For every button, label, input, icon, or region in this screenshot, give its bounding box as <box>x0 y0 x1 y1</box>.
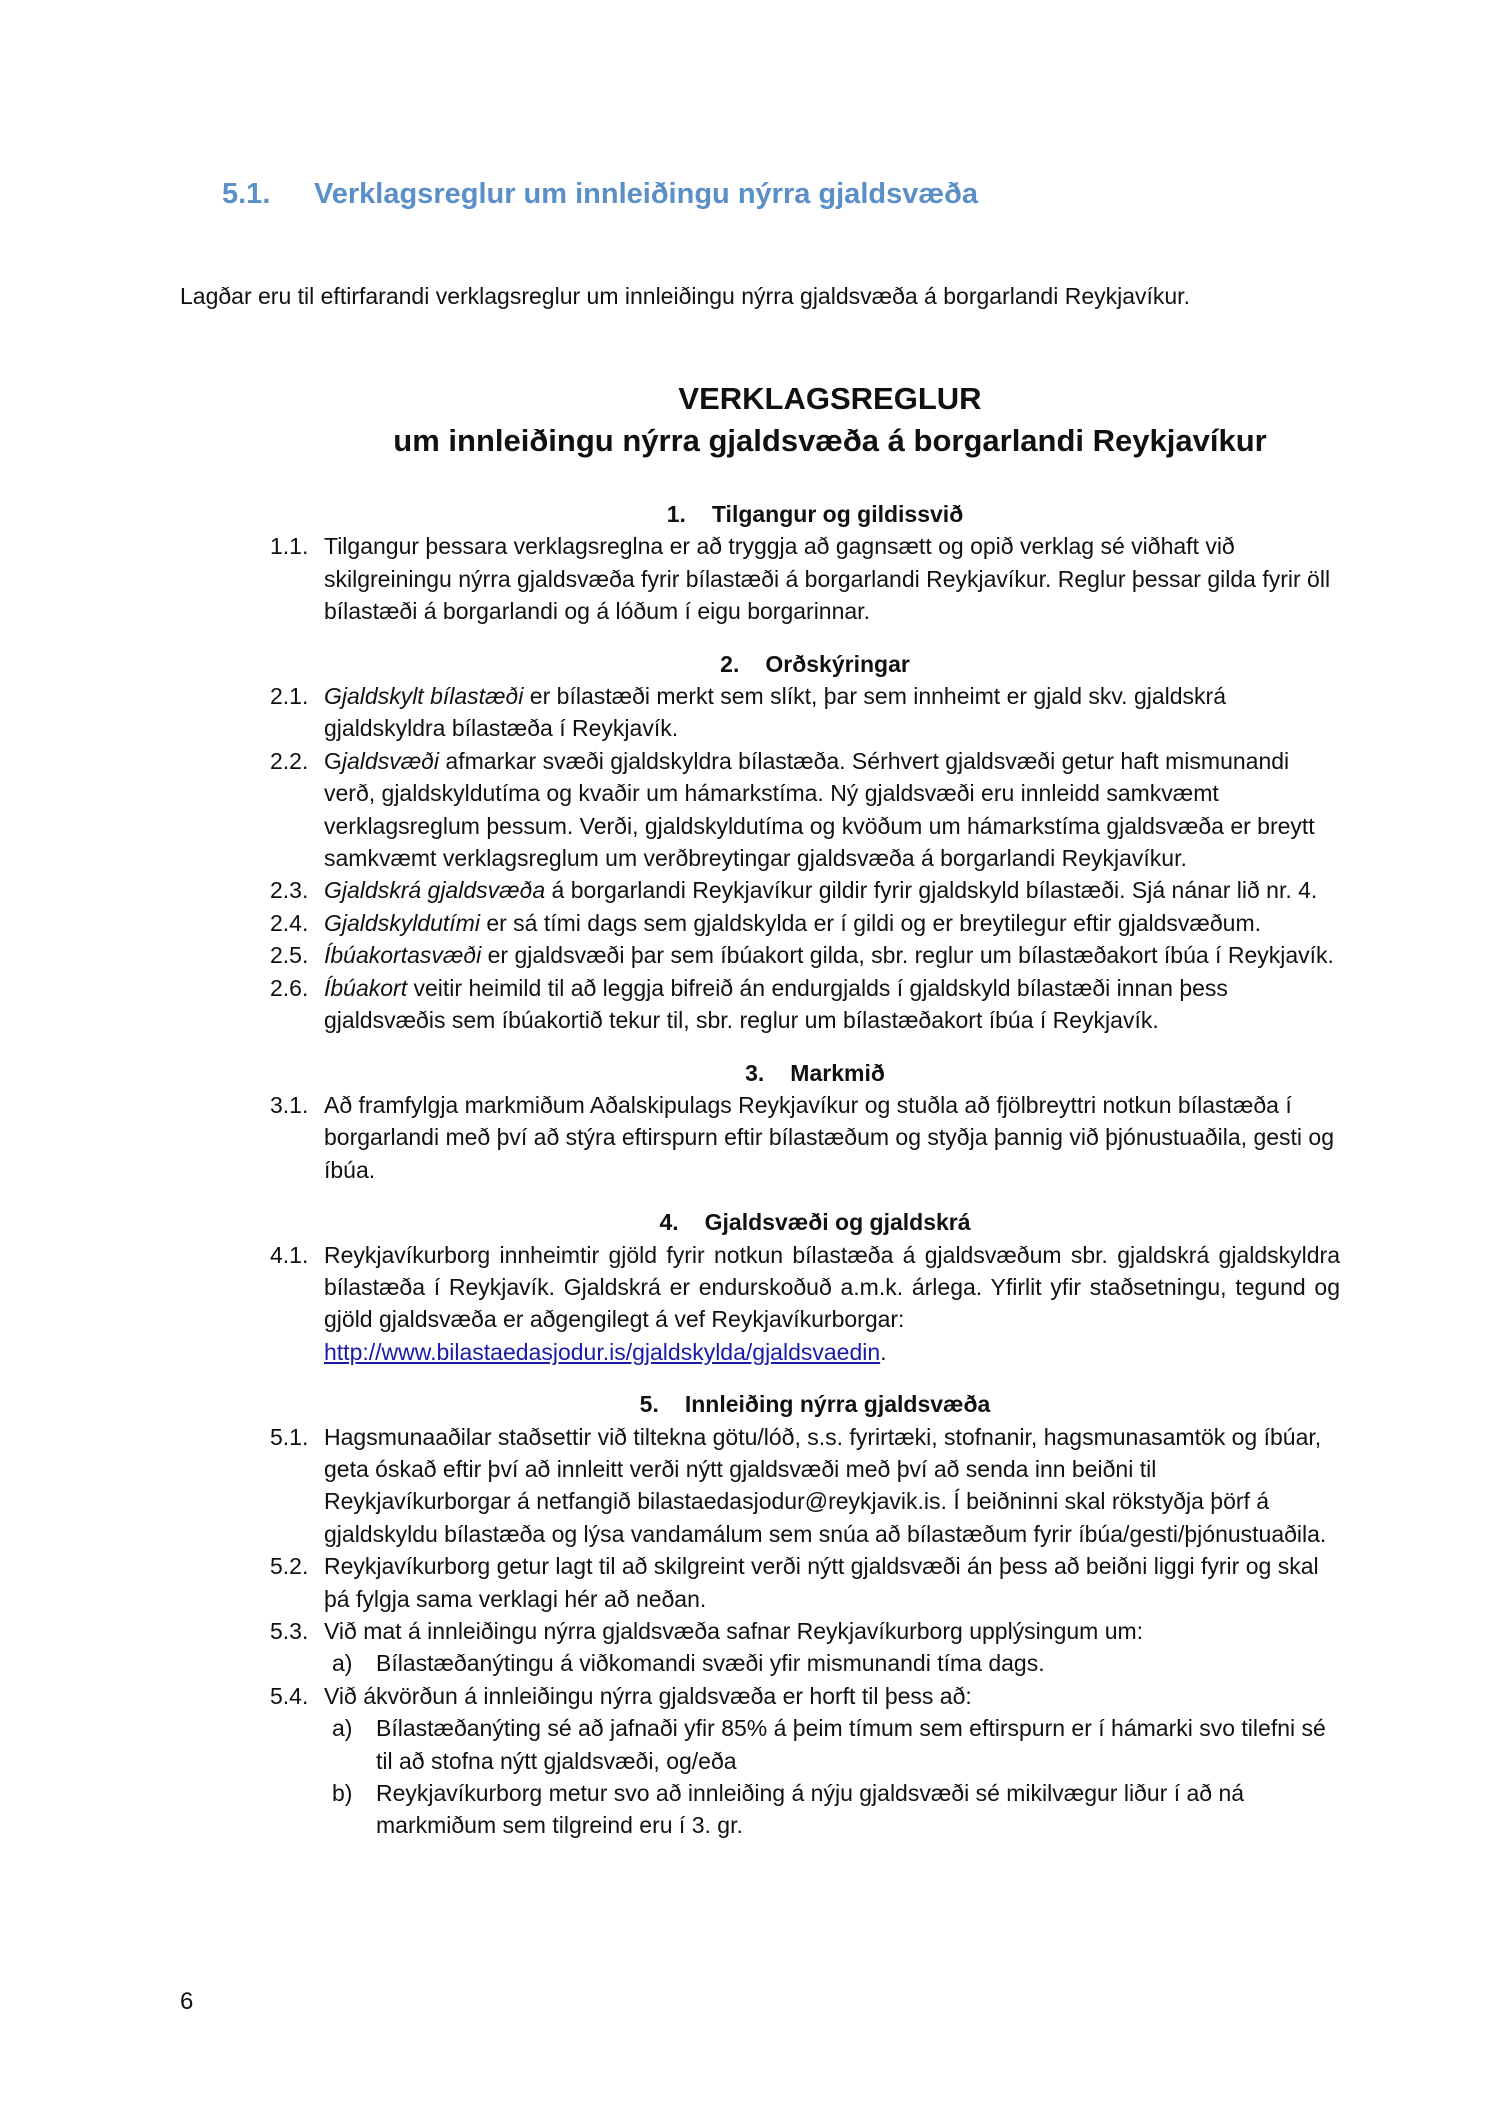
chapter-title: Innleiðing nýrra gjaldsvæða <box>684 1391 991 1418</box>
chapter-title: Orðskýringar <box>765 650 910 677</box>
defined-term: Gjaldskyldutími <box>324 909 480 936</box>
list-item <box>270 1239 1340 1369</box>
item-text <box>324 680 1340 745</box>
chapter-heading <box>270 648 1340 680</box>
chapter-number: 3. <box>745 1059 765 1086</box>
chapter-number: 1. <box>666 501 686 527</box>
defined-term-prefix: G <box>324 747 342 774</box>
chapter-5 <box>270 1388 1340 1842</box>
item-text: Hagsmunaaðilar staðsettir við tiltekna götu/lóð, s.s. fyrirtæki, stofnanir, hagsmunasamtök og íbúar, geta óskað eftir því að innleitt verði nýtt gjaldsvæði með því að senda inn beiðni til Reykjavíkurborgar á netfangið bilastaedasjodur@reykjavik.is. Í beiðninni skal rökstyðja þörf á gjaldskyldu bílastæða og lýsa vandamálum sem snúa að bílastæðum fyrir íbúa/gesti/þjónustuaðila. <box>324 1423 1327 1547</box>
chapter-number: 4. <box>659 1209 679 1236</box>
list-item <box>270 1615 1340 1647</box>
item-text <box>324 907 1340 939</box>
section-heading <box>222 178 978 211</box>
item-text <box>324 874 1340 906</box>
list-item <box>270 1421 1340 1551</box>
defined-term: Íbúakortasvæði <box>324 942 482 969</box>
item-number: 5.4. <box>270 1682 309 1709</box>
defined-term: Gjaldskrá gjaldsvæða <box>324 877 546 904</box>
item-text <box>324 1239 1340 1369</box>
document-subtitle: um innleiðingu nýrra gjaldsvæða á borgarlandi Reykjavíkur <box>393 423 1267 458</box>
item-text: Tilgangur þessara verklagsreglna er að tryggja að gagnsætt og opið verklag sé viðhaft við skilgreiningu nýrra gjaldsvæða fyrir bílastæði á borgarlandi Reykjavíkur. Reglur þessar gilda fyrir öll bílastæði á borgarlandi og á lóðum í eigu borgarinnar. <box>324 533 1331 625</box>
item-text <box>324 939 1340 971</box>
section-number: 5.1. <box>222 178 271 210</box>
chapter-heading <box>270 1057 1340 1089</box>
chapter-3 <box>270 1057 1340 1187</box>
item-text <box>324 745 1340 875</box>
chapter-4 <box>270 1206 1340 1368</box>
chapter-title: Gjaldsvæði og gjaldskrá <box>704 1209 971 1236</box>
chapter-heading <box>270 1206 1340 1238</box>
definition-text: á borgarlandi Reykjavíkur gildir fyrir gjaldskyld bílastæði. Sjá nánar lið nr. 4. <box>545 877 1318 904</box>
sub-item-text: Bílastæðanýtingu á viðkomandi svæði yfir mismunandi tíma dags. <box>376 1650 1045 1677</box>
item-number: 1.1. <box>270 533 309 560</box>
link-suffix: . <box>880 1338 887 1365</box>
item-text: Reykjavíkurborg getur lagt til að skilgreint verði nýtt gjaldsvæði án þess að beiðni liggi fyrir og skal þá fylgja sama verklagi hér að neðan. <box>324 1553 1319 1612</box>
sub-item-label: a) <box>332 1650 353 1677</box>
definition-text: er gjaldsvæði þar sem íbúakort gilda, sbr. reglur um bílastæðakort íbúa í Reykjavík. <box>481 942 1334 969</box>
item-number: 2.3. <box>270 877 309 904</box>
item-text: Við ákvörðun á innleiðingu nýrra gjaldsvæða er horft til þess að: <box>324 1682 972 1709</box>
defined-term: Gjaldskylt bílastæði <box>324 683 524 710</box>
chapter-2 <box>270 648 1340 1037</box>
item-text <box>324 972 1340 1037</box>
document-title: VERKLAGSREGLUR <box>678 381 982 416</box>
list-item <box>270 680 1340 745</box>
item-text: Að framfylgja markmiðum Aðalskipulags Reykjavíkur og stuðla að fjölbreyttri notkun bílastæða í borgarlandi með því að stýra eftirspurn eftir bílastæðum og styðja þannig við þjónustuaðila, gesti og íbúa. <box>324 1091 1335 1183</box>
definition-text: er bílastæði merkt sem slíkt, þar sem innheimt er gjald skv. gjaldskrá gjaldskyldra bílastæða í Reykjavík. <box>324 683 1227 742</box>
regulations-body <box>270 498 1340 1862</box>
defined-term: Íbúakort <box>324 974 408 1001</box>
page-number: 6 <box>180 1988 194 2015</box>
item-number: 5.2. <box>270 1553 309 1580</box>
list-item <box>270 530 1340 627</box>
definition-text: afmarkar svæði gjaldskyldra bílastæða. Sérhvert gjaldsvæði getur haft mismunandi verð, gjaldskyldutíma og kvaðir um hámarkstíma. Ný gjaldsvæði eru innleidd samkvæmt verklagsreglum þessum. Verði, gjaldskyldutíma og kvöðum um hámarkstíma gjaldsvæða er breytt samkvæmt verklagsreglum um verðbreytingar gjaldsvæða á borgarlandi Reykjavíkur. <box>324 747 1315 872</box>
item-number: 4.1. <box>270 1241 309 1268</box>
sub-item <box>332 1712 1340 1777</box>
chapter-title: Tilgangur og gildissvið <box>711 501 964 527</box>
list-item <box>270 972 1340 1037</box>
intro-paragraph: Lagðar eru til eftirfarandi verklagsreglur um innleiðingu nýrra gjaldsvæða á borgarlandi Reykjavíkur. <box>180 283 1190 309</box>
item-number: 5.1. <box>270 1423 309 1450</box>
list-item <box>270 745 1340 875</box>
definition-text: veitir heimild til að leggja bifreið án endurgjalds í gjaldskyld bílastæði innan þess gjaldsvæðis sem íbúakortið tekur til, sbr. reglur um bílastæðakort íbúa í Reykjavík. <box>324 974 1228 1034</box>
sub-item-text: Bílastæðanýting sé að jafnaði yfir 85% á þeim tímum sem eftirspurn er í hámarki svo tilefni sé til að stofna nýtt gjaldsvæði, og/eða <box>376 1715 1326 1774</box>
item-number: 5.3. <box>270 1618 309 1644</box>
list-item <box>270 939 1340 971</box>
chapter-number: 5. <box>639 1391 659 1418</box>
definition-text: er sá tími dags sem gjaldskylda er í gildi og er breytilegur eftir gjaldsvæðum. <box>479 909 1261 936</box>
list-item <box>270 1680 1340 1712</box>
item-number: 2.1. <box>270 683 309 710</box>
sub-item-label: a) <box>332 1715 353 1742</box>
item-number: 2.5. <box>270 942 309 969</box>
chapter-number: 2. <box>720 650 740 677</box>
list-item <box>270 874 1340 906</box>
sub-item-text: Reykjavíkurborg metur svo að innleiðing á nýju gjaldsvæði sé mikilvægur liður í að ná markmiðum sem tilgreind eru í 3. gr. <box>376 1780 1245 1839</box>
item-number: 2.4. <box>270 909 309 936</box>
list-item <box>270 907 1340 939</box>
sub-item <box>332 1777 1340 1842</box>
section-title: Verklagsreglur um innleiðingu nýrra gjaldsvæða <box>314 178 978 210</box>
sub-item <box>332 1647 1340 1679</box>
item-number: 3.1. <box>270 1091 309 1118</box>
list-item <box>270 1089 1340 1186</box>
item-text: Við mat á innleiðingu nýrra gjaldsvæða safnar Reykjavíkurborg upplýsingum um: <box>324 1618 1144 1644</box>
item-body: Reykjavíkurborg innheimtir gjöld fyrir notkun bílastæða á gjaldsvæðum sbr. gjaldskrá gjaldskyldra bílastæða í Reykjavík. Gjaldskrá er endurskoðuð a.m.k. árlega. Yfirlit yfir staðsetningu, tegund og gjöld gjaldsvæða er aðgengilegt á vef Reykjavíkurborgar: <box>324 1241 1340 1333</box>
list-item <box>270 1550 1340 1615</box>
gjaldsvaedin-link[interactable]: http://www.bilastaedasjodur.is/gjaldskylda/gjaldsvaedin <box>324 1338 881 1365</box>
chapter-heading <box>270 498 1340 530</box>
sub-item-label: b) <box>332 1780 353 1807</box>
item-number: 2.2. <box>270 747 309 774</box>
item-number: 2.6. <box>270 974 309 1001</box>
chapter-1 <box>270 498 1340 628</box>
chapter-heading <box>270 1388 1340 1420</box>
defined-term: jaldsvæði <box>341 747 440 774</box>
chapter-title: Markmið <box>790 1059 885 1086</box>
